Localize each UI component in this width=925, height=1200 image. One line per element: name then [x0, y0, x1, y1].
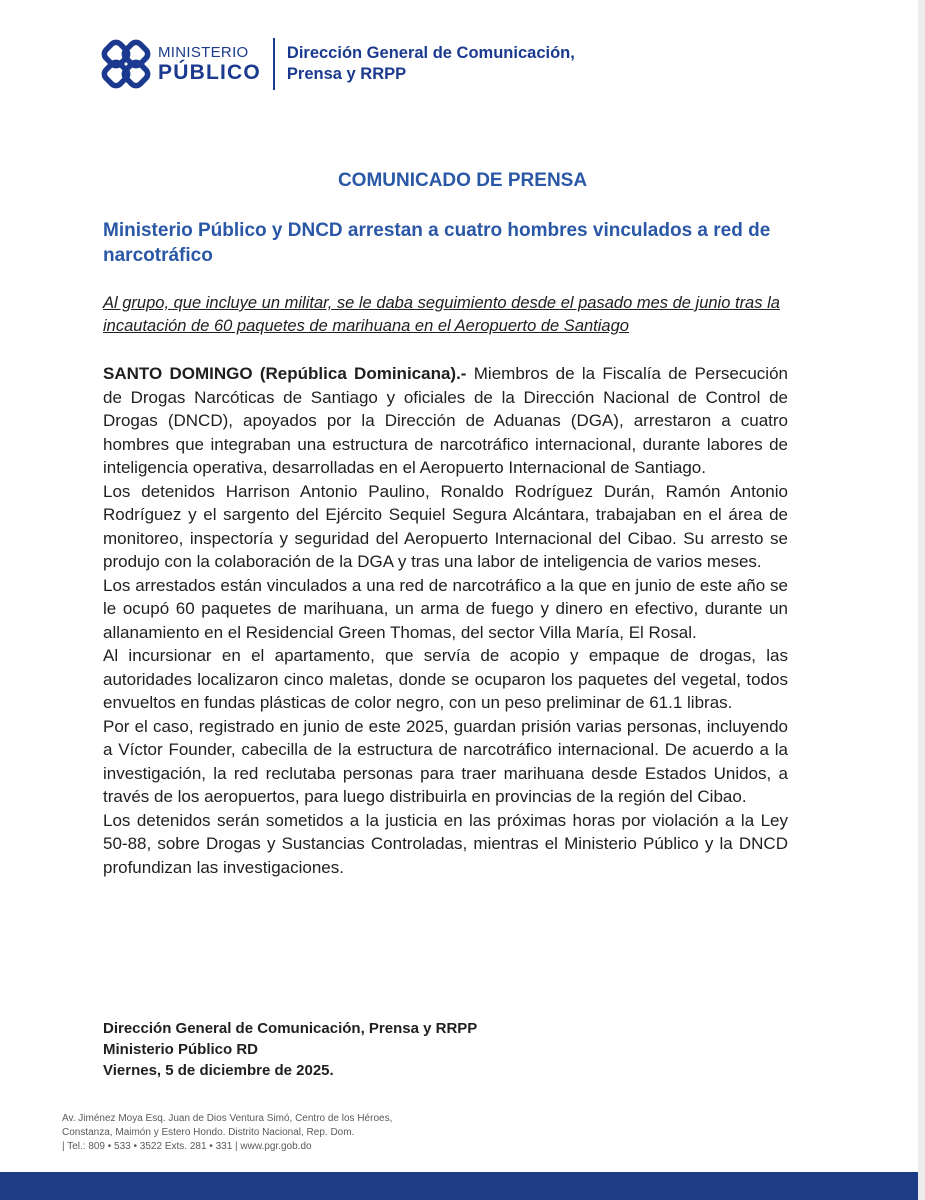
subheadline: Al grupo, que incluye un militar, se le daba seguimiento desde el pasado mes de junio tras la incautación de 60 paquetes de marihuana en el Aeropuerto de Santiago — [103, 294, 780, 335]
address-line-1: Av. Jiménez Moya Esq. Juan de Dios Ventura Simó, Centro de los Héroes, — [62, 1113, 393, 1124]
ministerio-publico-emblem-icon — [100, 38, 152, 90]
footer-bar — [0, 1172, 918, 1200]
signature-block — [103, 1018, 803, 1081]
dateline: SANTO DOMINGO (República Dominicana).- — [103, 364, 467, 383]
body-paragraph-3: Los arrestados están vinculados a una red de narcotráfico a la que en junio de este año se le ocupó 60 paquetes de marihuana, un arma de fuego y dinero en efectivo, durante un allanamiento en el Residencial Green Thomas, del sector Villa María, El Rosal. — [103, 575, 788, 642]
logo-wordmark — [158, 45, 261, 83]
release-label: COMUNICADO DE PRENSA — [337, 170, 588, 191]
body-paragraph-6: Los detenidos serán sometidos a la justicia en las próximas horas por violación a la Ley 50-88, sobre Drogas y Sustancias Controladas, mientras el Ministerio Público y la DNCD profundizan las investigaciones. — [103, 810, 788, 877]
logo-divider — [273, 38, 275, 90]
header-logo — [100, 32, 575, 96]
department-name — [287, 43, 575, 85]
address-line-2: Constanza, Maimón y Estero Hondo. Distrito Nacional, Rep. Dom. — [62, 1127, 355, 1138]
department-line-2: Prensa y RRPP — [286, 65, 407, 83]
body-paragraph-2: Los detenidos Harrison Antonio Paulino, Ronaldo Rodríguez Durán, Ramón Antonio Rodríguez y el sargento del Ejército Sequiel Segura Alcántara, trabajaban en el área de monitoreo, inspectoría y seguridad del Aeropuerto Internacional del Cibao. Su arresto se produjo con la colaboración de la DGA y tras una labor de inteligencia de varios meses. — [103, 481, 788, 571]
department-line-1: Dirección General de Comunicación, — [286, 44, 575, 62]
signature-line-1: Dirección General de Comunicación, Prensa y RRPP — [103, 1020, 478, 1037]
contact-line: | Tel.: 809 • 533 • 3522 Exts. 281 • 331 | www.pgr.gob.do — [62, 1141, 312, 1152]
headline: Ministerio Público y DNCD arrestan a cuatro hombres vinculados a red de narcotráfico — [103, 220, 771, 266]
logo-line-1: MINISTERIO — [158, 44, 249, 61]
body-paragraph-4: Al incursionar en el apartamento, que servía de acopio y empaque de drogas, las autoridades localizaron cinco maletas, donde se ocuparon los paquetes del vegetal, todos envueltos en fundas plásticas de color negro, con un peso preliminar de 61.1 libras. — [103, 646, 788, 712]
logo-line-2: PÚBLICO — [158, 61, 261, 84]
footer-address — [62, 1112, 582, 1154]
paragraph-1-text: Miembros de la Fiscalía de Persecución de Drogas Narcóticas de Santiago y oficiales de la Dirección Nacional de Control de Drogas (DNCD), apoyados por la Dirección de Aduanas (DGA), arrestaron a cuatro hombres que integraban una estructura de narcotráfico internacional, durante labores de inteligencia operativa, desarrolladas en el Aeropuerto Internacional de Santiago. — [103, 364, 788, 477]
signature-line-2: Ministerio Público RD — [103, 1041, 259, 1058]
body-paragraph-1 — [103, 362, 788, 480]
body-paragraph-5: Por el caso, registrado en junio de este 2025, guardan prisión varias personas, incluyendo a Víctor Founder, cabecilla de la estructura de narcotráfico internacional. De acuerdo a la investigación, la red reclutaba personas para traer marihuana desde Estados Unidos, a través de los aeropuertos, para luego distribuirla en provincias de la región del Cibao. — [103, 716, 788, 806]
press-release-body — [103, 362, 788, 879]
signature-date: Viernes, 5 de diciembre de 2025. — [103, 1062, 334, 1079]
